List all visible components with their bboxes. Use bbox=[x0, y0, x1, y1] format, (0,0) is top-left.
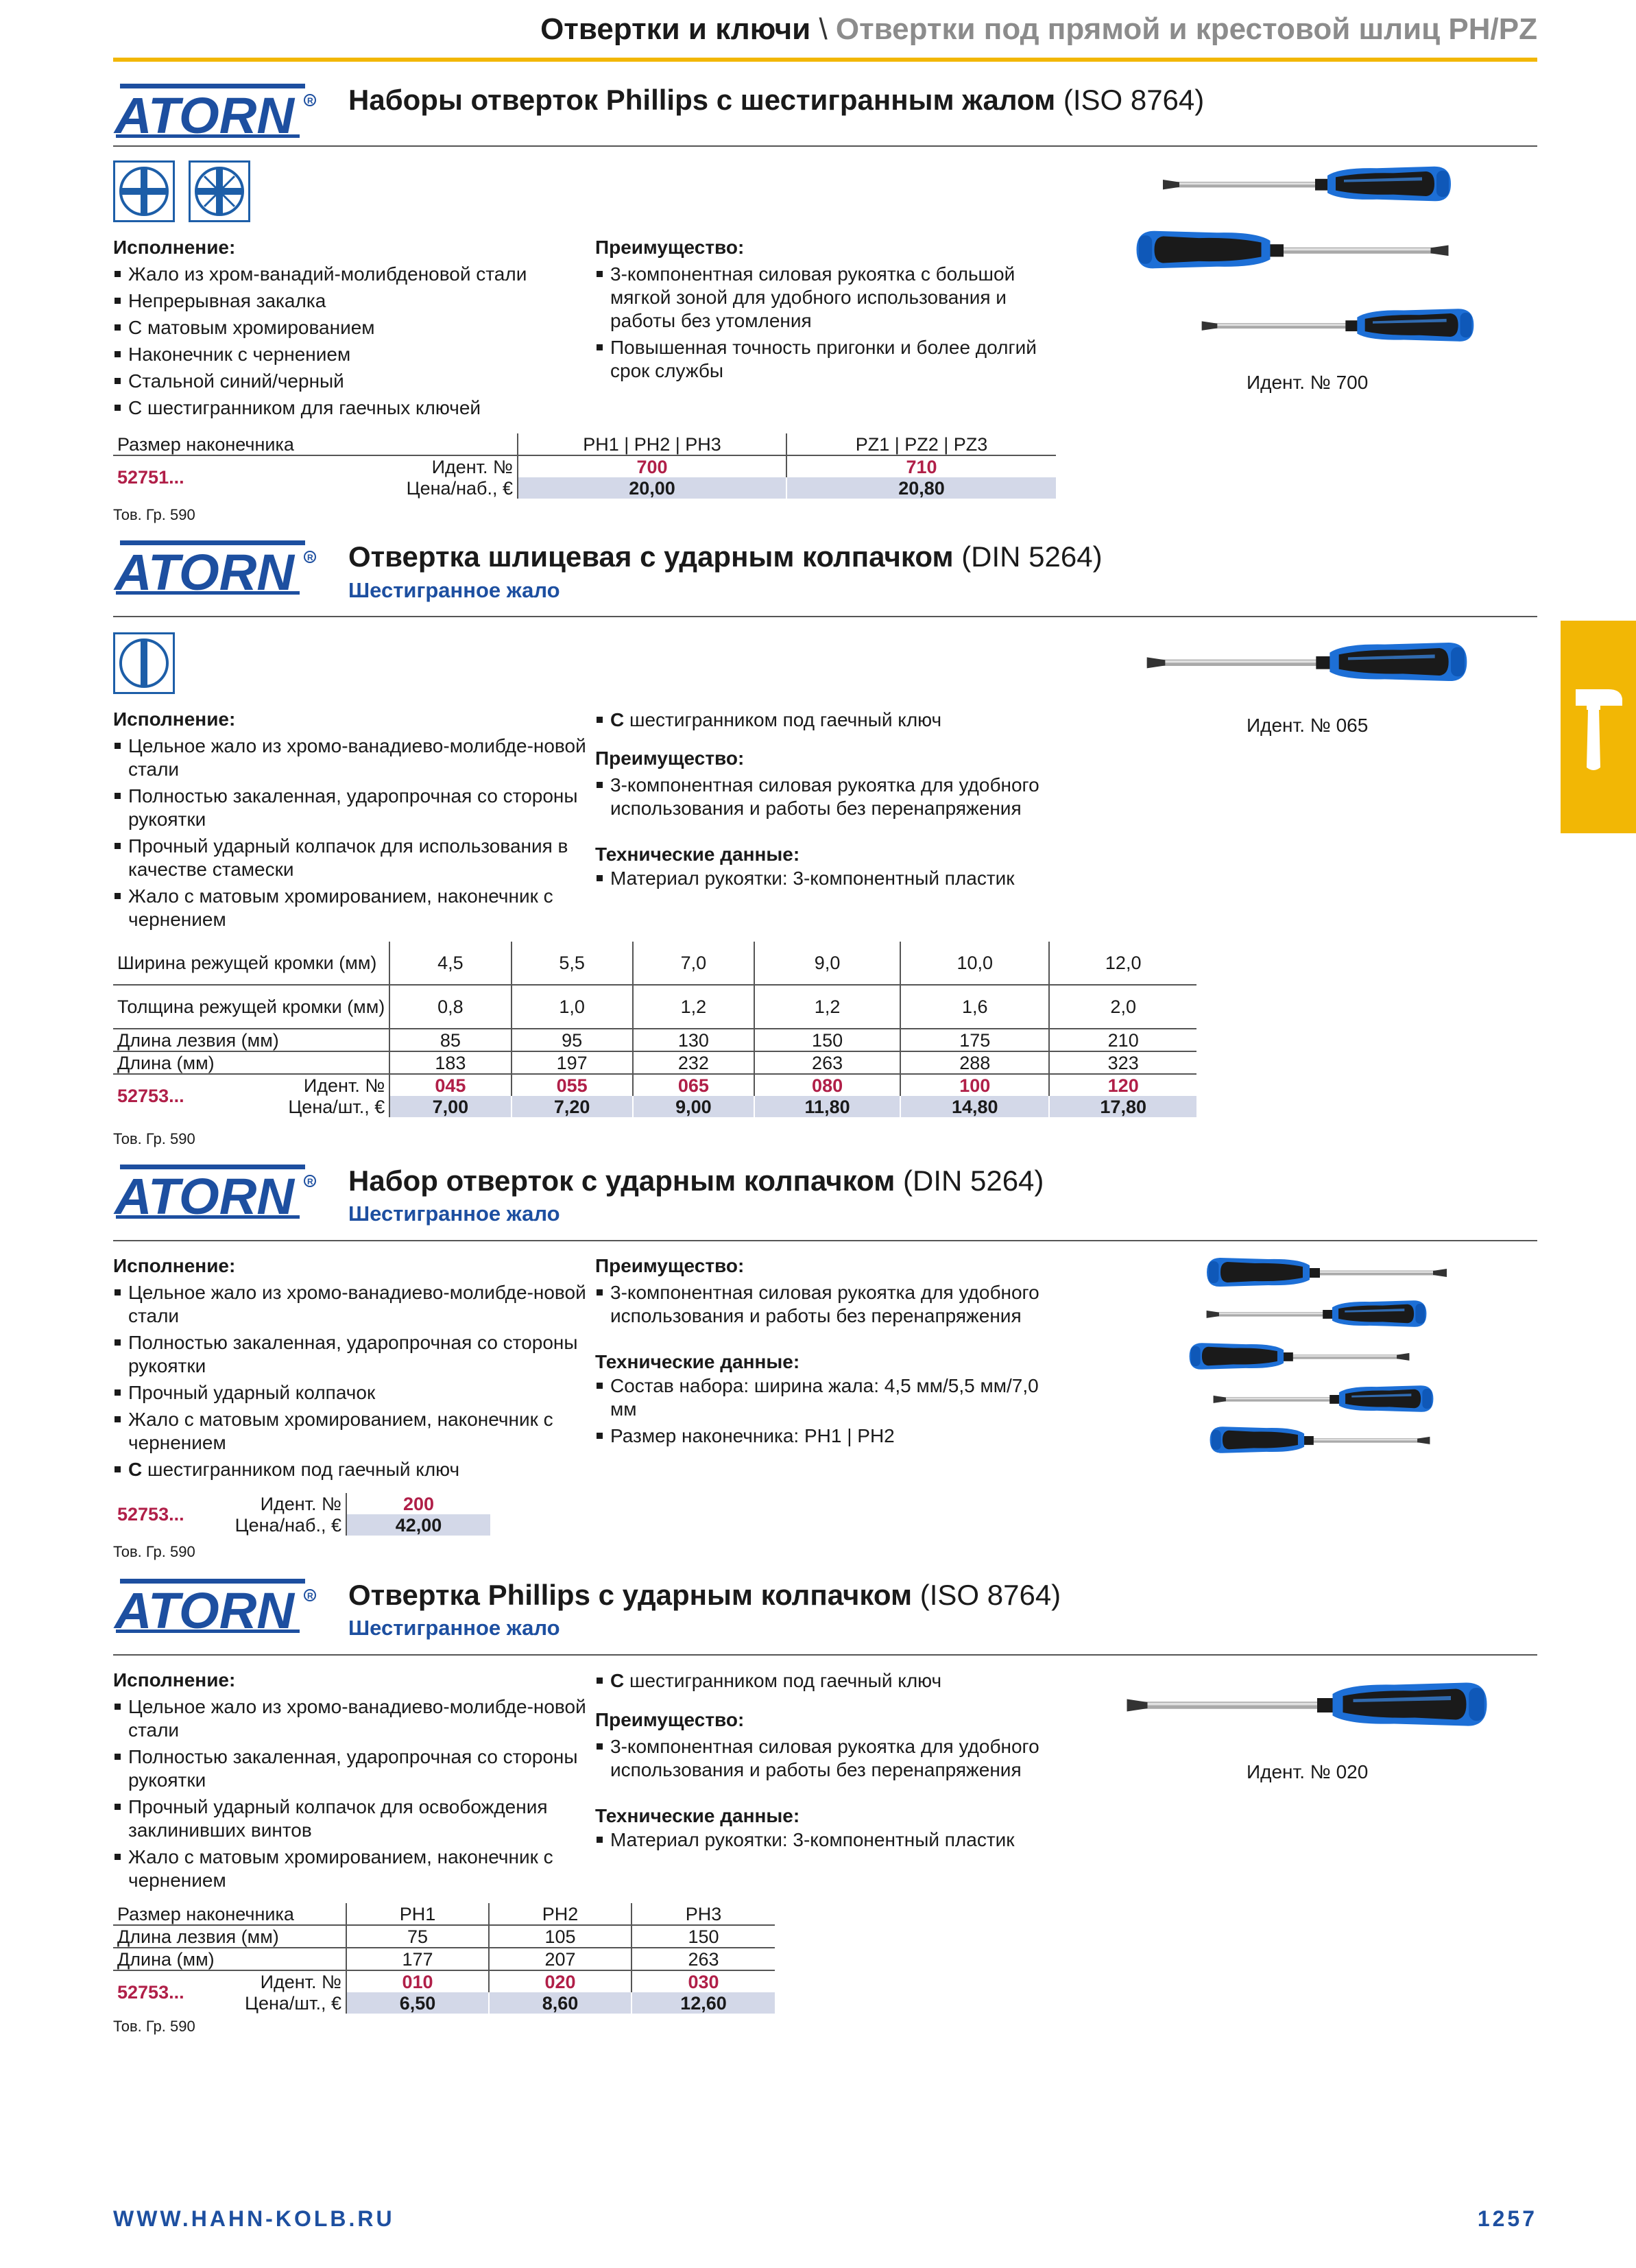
pozidriv-tip-icon bbox=[189, 160, 250, 222]
list-item: Полностью закаленная, ударопрочная со стороны рукоятки bbox=[113, 1745, 586, 1792]
ident-label: Идент. № bbox=[381, 455, 518, 477]
screwdriver-image bbox=[1111, 223, 1474, 276]
section3-tech-list bbox=[595, 1374, 1061, 1451]
price-label: Цена/наб., € bbox=[381, 477, 518, 499]
price: 12,60 bbox=[631, 1992, 775, 2014]
screwdriver-image bbox=[1207, 1421, 1433, 1459]
list-item: Жало с матовым хромированием, наконечник с чернением bbox=[113, 1846, 586, 1892]
table-header: Длина лезвия (мм) bbox=[113, 1925, 346, 1948]
ident-number: 710 bbox=[786, 455, 1056, 477]
chapter-tab[interactable] bbox=[1561, 621, 1636, 833]
section1-rule bbox=[113, 145, 1537, 147]
list-item: Жало с матовым хромированием, наконечник с чернением bbox=[113, 1408, 586, 1455]
list-item: Прочный ударный колпачок для освобождения заклинивших винтов bbox=[113, 1795, 586, 1842]
ident-number: 010 bbox=[346, 1970, 489, 1992]
slotted-tip-icon bbox=[113, 632, 175, 694]
section2-tech-label: Технические данные: bbox=[595, 844, 800, 865]
price: 6,50 bbox=[346, 1992, 489, 2014]
section4-tech-label: Технические данные: bbox=[595, 1805, 800, 1826]
list-item: Состав набора: ширина жала: 4,5 мм/5,5 мм/7,0 мм bbox=[595, 1374, 1061, 1421]
list-item: Материал рукоятки: 3-компонентный пластик bbox=[595, 1828, 1075, 1852]
hammer-icon bbox=[1561, 621, 1636, 833]
section4-execution-list bbox=[113, 1695, 586, 1896]
table-cell: 197 bbox=[512, 1051, 633, 1074]
section1-execution-label: Исполнение: bbox=[113, 237, 236, 258]
table-cell: 263 bbox=[754, 1051, 900, 1074]
section1-product-group: Тов. Гр. 590 bbox=[113, 506, 195, 523]
section1-advantage-list bbox=[595, 263, 1048, 386]
table-cell: 9,0 bbox=[754, 942, 900, 985]
table-cell: 7,0 bbox=[633, 942, 754, 985]
table-cell: PZ1 | PZ2 | PZ3 bbox=[786, 433, 1056, 455]
table-cell: 130 bbox=[633, 1029, 754, 1051]
list-item: Жало из хром-ванадий-молибденовой стали bbox=[113, 263, 552, 286]
table-cell: 150 bbox=[631, 1925, 775, 1948]
screwdriver-image bbox=[1193, 1295, 1440, 1333]
header-separator: \ bbox=[819, 12, 828, 46]
screwdriver-image bbox=[1076, 634, 1537, 689]
screwdriver-image bbox=[1076, 159, 1537, 208]
table-cell: 85 bbox=[389, 1029, 511, 1051]
ident-label: Идент. № bbox=[209, 1970, 346, 1992]
table-cell: 12,0 bbox=[1049, 942, 1196, 985]
list-item: Размер наконечника: PH1 | PH2 bbox=[595, 1424, 1061, 1448]
table-cell: 210 bbox=[1049, 1029, 1196, 1051]
price: 8,60 bbox=[489, 1992, 631, 2014]
section2-execution-label: Исполнение: bbox=[113, 708, 236, 730]
table-cell: 183 bbox=[389, 1051, 511, 1074]
table-header: Длина (мм) bbox=[113, 1948, 346, 1970]
table-cell: 1,0 bbox=[512, 985, 633, 1029]
table-header: Длина (мм) bbox=[113, 1051, 389, 1074]
list-item: Наконечник с чернением bbox=[113, 343, 552, 366]
ident-number: 065 bbox=[633, 1074, 754, 1096]
section1-image-caption: Идент. № 700 bbox=[1247, 372, 1369, 393]
price: 7,20 bbox=[512, 1096, 633, 1117]
ident-label: Идент. № bbox=[227, 1074, 389, 1096]
section1-execution-list bbox=[113, 263, 552, 423]
list-item: Материал рукоятки: 3-компонентный пластик bbox=[595, 867, 1075, 890]
price: 11,80 bbox=[754, 1096, 900, 1117]
ident-number: 120 bbox=[1049, 1074, 1196, 1096]
article-number: 52751... bbox=[117, 467, 184, 488]
price-label: Цена/наб., € bbox=[209, 1514, 346, 1536]
section4-rule bbox=[113, 1654, 1537, 1656]
section1-table bbox=[113, 433, 1056, 499]
table-cell: 10,0 bbox=[900, 942, 1049, 985]
screwdriver-image bbox=[1186, 1337, 1412, 1375]
list-item: Прочный ударный колпачок bbox=[113, 1381, 586, 1405]
price-label: Цена/шт., € bbox=[209, 1992, 346, 2014]
section3-rule bbox=[113, 1240, 1537, 1241]
ident-number: 100 bbox=[900, 1074, 1049, 1096]
list-item: 3-компонентная силовая рукоятка для удобного использования и работы без перенапряжения bbox=[595, 1281, 1061, 1328]
list-item: Непрерывная закалка bbox=[113, 289, 552, 313]
price: 17,80 bbox=[1049, 1096, 1196, 1117]
section4-image-caption: Идент. № 020 bbox=[1247, 1761, 1369, 1782]
table-header: Размер наконечника bbox=[113, 1903, 346, 1925]
section4-product-group: Тов. Гр. 590 bbox=[113, 2018, 195, 2035]
table-cell: 175 bbox=[900, 1029, 1049, 1051]
section4-execution-label: Исполнение: bbox=[113, 1669, 236, 1691]
section2-image-caption: Идент. № 065 bbox=[1247, 715, 1369, 736]
header-category: Отвертки и ключи bbox=[540, 12, 811, 46]
list-item: С шестигранником под гаечный ключ bbox=[595, 1669, 1075, 1693]
section2-subtitle: Шестигранное жало bbox=[348, 578, 560, 602]
table-cell: 1,2 bbox=[754, 985, 900, 1029]
price: 7,00 bbox=[389, 1096, 511, 1117]
table-cell: 177 bbox=[346, 1948, 489, 1970]
atorn-logo bbox=[113, 1575, 319, 1636]
screwdriver-image bbox=[1138, 302, 1537, 348]
atorn-logo bbox=[113, 80, 319, 141]
section2-product-group: Тов. Гр. 590 bbox=[113, 1130, 195, 1147]
table-header: Длина лезвия (мм) bbox=[113, 1029, 389, 1051]
screwdriver-image bbox=[1076, 1673, 1537, 1735]
page-header bbox=[0, 12, 1537, 47]
section4-tech-list bbox=[595, 1828, 1075, 1855]
list-item: 3-компонентная силовая рукоятка для удобного использования и работы без перенапряжения bbox=[595, 774, 1075, 820]
ident-number: 030 bbox=[631, 1970, 775, 1992]
price: 20,00 bbox=[518, 477, 786, 499]
section3-advantage-list bbox=[595, 1281, 1061, 1331]
table-cell: 1,6 bbox=[900, 985, 1049, 1029]
ident-number: 045 bbox=[389, 1074, 511, 1096]
list-item: С шестигранником для гаечных ключей bbox=[113, 396, 552, 420]
section3-advantage-label: Преимущество: bbox=[595, 1255, 745, 1276]
table-cell: 0,8 bbox=[389, 985, 511, 1029]
section2-rule bbox=[113, 616, 1537, 617]
screwdriver-image bbox=[1207, 1380, 1440, 1418]
list-item: Цельное жало из хромо-ванадиево-молибде-новой стали bbox=[113, 1281, 586, 1328]
section2-extra-list bbox=[595, 708, 1075, 735]
section2-tech-list bbox=[595, 867, 1075, 894]
section4-advantage-list bbox=[595, 1735, 1075, 1785]
ident-label: Идент. № bbox=[209, 1493, 346, 1514]
footer-url[interactable]: WWW.HAHN-KOLB.RU bbox=[113, 2206, 395, 2231]
table-cell: 1,2 bbox=[633, 985, 754, 1029]
article-number: 52753... bbox=[117, 1086, 184, 1106]
list-item: Повышенная точность пригонки и более долгий срок службы bbox=[595, 336, 1048, 383]
table-cell: 75 bbox=[346, 1925, 489, 1948]
list-item: Цельное жало из хромо-ванадиево-молибде-новой стали bbox=[113, 735, 586, 781]
section3-execution-list bbox=[113, 1281, 586, 1485]
table-cell: PH3 bbox=[631, 1903, 775, 1925]
table-cell: 4,5 bbox=[389, 942, 511, 985]
header-subcategory: Отвертки под прямой и крестовой шлиц PH/PZ bbox=[835, 12, 1537, 46]
section3-subtitle: Шестигранное жало bbox=[348, 1202, 560, 1226]
price: 14,80 bbox=[900, 1096, 1049, 1117]
screwdriver-image bbox=[1166, 1252, 1488, 1293]
list-item: Полностью закаленная, ударопрочная со стороны рукоятки bbox=[113, 1331, 586, 1378]
price-label: Цена/шт., € bbox=[227, 1096, 389, 1117]
section2-advantage-list bbox=[595, 774, 1075, 824]
section2-table bbox=[113, 942, 1196, 1117]
section3-table bbox=[113, 1493, 490, 1536]
section3-title: Набор отверток с ударным колпачком (DIN 5264) bbox=[348, 1165, 1044, 1197]
list-item: Жало с матовым хромированием, наконечник с чернением bbox=[113, 885, 586, 931]
table-cell: 95 bbox=[512, 1029, 633, 1051]
table-header: Размер наконечника bbox=[113, 433, 518, 455]
price: 20,80 bbox=[786, 477, 1056, 499]
list-item: С шестигранником под гаечный ключ bbox=[113, 1458, 586, 1481]
table-cell: 150 bbox=[754, 1029, 900, 1051]
atorn-logo bbox=[113, 1160, 319, 1222]
table-cell: 2,0 bbox=[1049, 985, 1196, 1029]
article-number: 52753... bbox=[117, 1504, 184, 1525]
list-item: Цельное жало из хромо-ванадиево-молибде-новой стали bbox=[113, 1695, 586, 1742]
section4-extra-list bbox=[595, 1669, 1075, 1696]
phillips-tip-icon bbox=[113, 160, 175, 222]
list-item: С шестигранником под гаечный ключ bbox=[595, 708, 1075, 732]
section4-advantage-label: Преимущество: bbox=[595, 1709, 745, 1730]
table-cell: 323 bbox=[1049, 1051, 1196, 1074]
ident-number: 055 bbox=[512, 1074, 633, 1096]
list-item: 3-компонентная силовая рукоятка с большой мягкой зоной для удобного использования и работы без утомления bbox=[595, 263, 1048, 333]
ident-number: 020 bbox=[489, 1970, 631, 1992]
table-header: Толщина режущей кромки (мм) bbox=[113, 985, 389, 1029]
article-number: 52753... bbox=[117, 1982, 184, 2003]
table-cell: PH1 bbox=[346, 1903, 489, 1925]
ident-number: 700 bbox=[518, 455, 786, 477]
section1-title: Наборы отверток Phillips с шестигранным жалом (ISO 8764) bbox=[348, 84, 1205, 116]
table-cell: 232 bbox=[633, 1051, 754, 1074]
page-number: 1257 bbox=[1477, 2206, 1537, 2231]
atorn-logo bbox=[113, 536, 319, 598]
list-item: Стальной синий/черный bbox=[113, 370, 552, 393]
list-item: 3-компонентная силовая рукоятка для удобного использования и работы без перенапряжения bbox=[595, 1735, 1075, 1782]
section2-title: Отвертка шлицевая с ударным колпачком (DIN 5264) bbox=[348, 540, 1103, 573]
section2-execution-list bbox=[113, 735, 586, 935]
section4-table bbox=[113, 1903, 775, 2014]
section3-execution-label: Исполнение: bbox=[113, 1255, 236, 1276]
section4-title: Отвертка Phillips с ударным колпачком (ISO 8764) bbox=[348, 1579, 1061, 1611]
section3-product-group: Тов. Гр. 590 bbox=[113, 1543, 195, 1560]
table-cell: 105 bbox=[489, 1925, 631, 1948]
table-cell: 207 bbox=[489, 1948, 631, 1970]
table-header: Ширина режущей кромки (мм) bbox=[113, 942, 389, 985]
section4-subtitle: Шестигранное жало bbox=[348, 1616, 560, 1640]
section2-advantage-label: Преимущество: bbox=[595, 748, 745, 769]
table-cell: PH2 bbox=[489, 1903, 631, 1925]
header-underline bbox=[113, 58, 1537, 62]
ident-number: 200 bbox=[402, 1493, 435, 1514]
table-cell: PH1 | PH2 | PH3 bbox=[518, 433, 786, 455]
price: 42,00 bbox=[346, 1514, 490, 1536]
list-item: Полностью закаленная, ударопрочная со стороны рукоятки bbox=[113, 785, 586, 831]
table-cell: 288 bbox=[900, 1051, 1049, 1074]
list-item: С матовым хромированием bbox=[113, 316, 552, 339]
price: 9,00 bbox=[633, 1096, 754, 1117]
table-cell: 263 bbox=[631, 1948, 775, 1970]
section3-tech-label: Технические данные: bbox=[595, 1351, 800, 1372]
list-item: Прочный ударный колпачок для использования в качестве стамески bbox=[113, 835, 586, 881]
ident-number: 080 bbox=[754, 1074, 900, 1096]
table-cell: 5,5 bbox=[512, 942, 633, 985]
section1-advantage-label: Преимущество: bbox=[595, 237, 745, 258]
